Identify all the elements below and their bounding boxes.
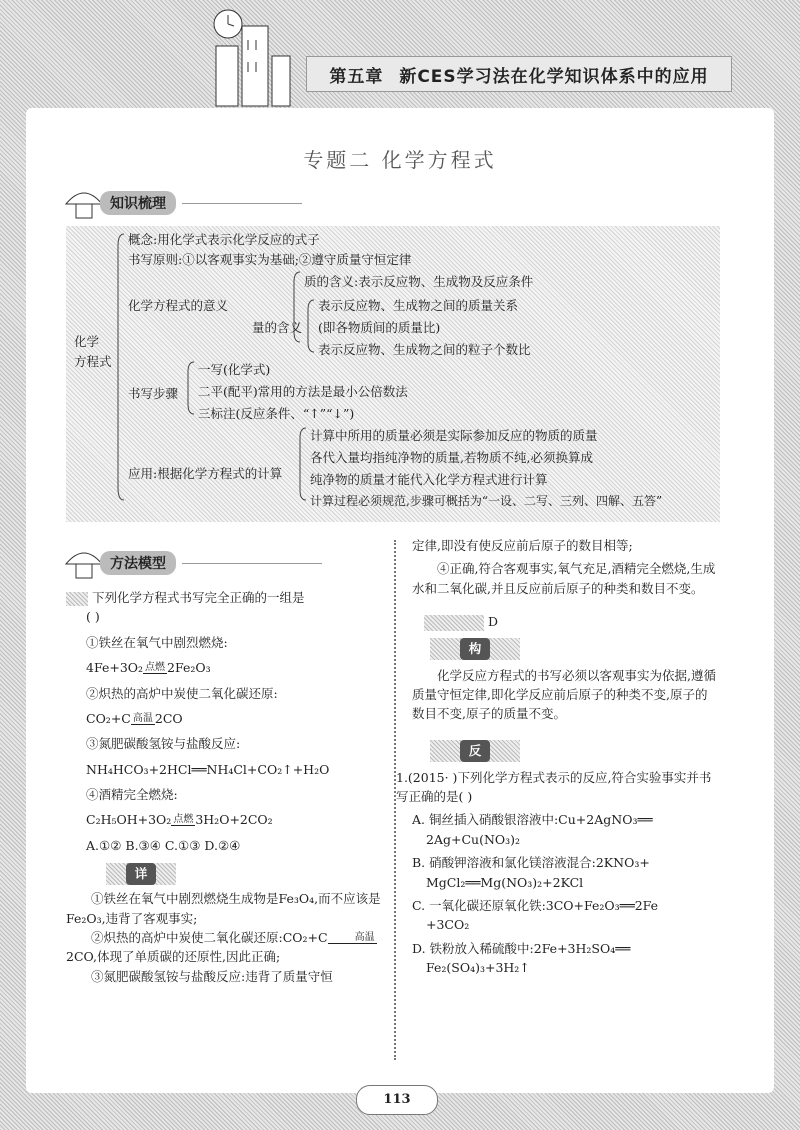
tree-q3: 表示反应物、生成物之间的粒子个数比	[318, 342, 531, 357]
answer-value: D	[487, 614, 499, 630]
reflect-badge: 反	[460, 740, 490, 762]
tree-principle: 书写原则:①以客观事实为基础;②遵守质量守恒定律	[128, 252, 412, 267]
tree-s1: 一写(化学式)	[198, 362, 271, 377]
tree-meaning-quality: 质的含义:表示反应物、生成物及反应条件	[304, 274, 534, 289]
tree-a2: 各代入量均指纯净物的质量,若物质不纯,必须换算成	[310, 450, 593, 465]
equation-3: NH₄HCO₃+2HCl══NH₄Cl+CO₂↑+H₂O	[86, 761, 330, 777]
chapter-title: 新CES学习法在化学知识体系中的应用	[399, 66, 709, 87]
equation-2: CO₂+C 高温 2CO	[86, 710, 183, 726]
practice-question: 1.(2015· )下列化学方程式表示的反应,符合实验事实并书写正确的是( )	[396, 769, 712, 804]
right-detail-1: 定律,即没有使反应前后原子的数目相等;	[412, 538, 633, 553]
answer-line	[424, 612, 716, 631]
practice-option-b1: B. 硝酸钾溶液和氯化镁溶液混合:2KNO₃+	[412, 855, 650, 871]
knowledge-tag	[62, 186, 302, 220]
build-text: 化学反应方程式的书写必须以客观事实为依据,遵循质量守恒定律,即化学反应前后原子的种类不变,原子的数目不变,原子的质量不变。	[412, 667, 716, 722]
method-tag-label: 方法模型	[100, 551, 176, 575]
question-paren: ( )	[86, 609, 100, 625]
practice-option-a1: A. 铜丝插入硝酸银溶液中:Cu+2AgNO₃══	[412, 812, 653, 828]
equation-1: 4Fe+3O₂ 点燃 2Fe₂O₃	[86, 660, 211, 676]
option-4: ④酒精完全燃烧:	[86, 787, 178, 802]
chapter-number: 第五章	[329, 66, 384, 87]
tree-a4: 计算过程必须规范,步骤可概括为“一设、二写、三列、四解、五答”	[310, 494, 663, 508]
answer-marker	[424, 615, 484, 631]
tree-meaning-quantity: 量的含义	[252, 320, 303, 335]
tree-steps: 书写步骤	[128, 386, 179, 401]
tree-s2: 二平(配平)常用的方法是最小公倍数法	[198, 384, 408, 399]
practice-option-d1: D. 铁粉放入稀硫酸中:2Fe+3H₂SO₄══	[412, 940, 631, 956]
tree-s3: 三标注(反应条件、“↑”“↓”)	[198, 406, 355, 421]
detail-3: ③氮肥碳酸氢铵与盐酸反应:违背了质量守恒	[91, 968, 333, 984]
detail-badge: 详	[126, 863, 156, 885]
detail-2: ②炽热的高炉中炭使二氧化碳还原:CO₂+C 高温 2CO,体现了单质碳的还原性,因此正确;	[66, 929, 375, 965]
practice-option-b2: MgCl₂══Mg(NO₃)₂+2KCl	[426, 874, 584, 890]
right-column	[396, 536, 716, 977]
knowledge-tree	[66, 226, 720, 522]
knowledge-tag-label: 知识梳理	[100, 191, 176, 215]
tree-a3: 纯净物的质量才能代入化学方程式进行计算	[310, 472, 548, 487]
equation-4: C₂H₅OH+3O₂ 点燃 3H₂O+2CO₂	[86, 812, 273, 828]
tree-root: 化学 方程式	[74, 334, 112, 369]
option-1: ①铁丝在氧气中剧烈燃烧:	[86, 634, 228, 650]
practice-option-c2: +3CO₂	[426, 917, 470, 933]
reflect-label	[430, 740, 716, 762]
page-number: 113	[356, 1085, 438, 1115]
tree-meaning: 化学方程式的意义	[128, 298, 229, 313]
tag-divider	[182, 563, 322, 564]
tree-apply: 应用:根据化学方程式的计算	[128, 466, 283, 481]
tree-concept: 概念:用化学式表示化学反应的式子	[128, 232, 320, 247]
practice-option-c1: C. 一氧化碳还原氧化铁:3CO+Fe₂O₃══2Fe	[412, 897, 659, 913]
tree-q1: 表示反应物、生成物之间的质量关系	[318, 298, 519, 313]
detail-1: ①铁丝在氧气中剧烈燃烧生成物是Fe₃O₄,而不应该是Fe₂O₃,违背了客观事实;	[66, 891, 381, 926]
choices: A.①② B.③④ C.①③ D.②④	[86, 837, 241, 853]
right-detail-2: ④正确,符合客观事实,氧气充足,酒精完全燃烧,生成水和二氧化碳,并且反应前后原子的种类和数目不变。	[412, 561, 716, 596]
option-2: ②炽热的高炉中炭使二氧化碳还原:	[86, 685, 278, 701]
tag-divider	[182, 203, 302, 204]
chapter-header	[306, 56, 732, 92]
tree-q2: (即各物质间的质量比)	[318, 320, 441, 335]
tree-a1: 计算中所用的质量必须是实际参加反应的物质的质量	[310, 428, 598, 443]
detail-label	[106, 863, 384, 885]
method-tag	[62, 546, 322, 580]
left-column	[66, 588, 384, 986]
build-badge: 构	[460, 638, 490, 660]
clock-building-illustration	[196, 6, 306, 110]
practice-option-a2: 2Ag+Cu(NO₃)₂	[426, 831, 521, 847]
option-3: ③氮肥碳酸氢铵与盐酸反应:	[86, 736, 241, 752]
example-marker	[66, 592, 88, 606]
build-label	[430, 638, 716, 660]
practice-option-d2: Fe₂(SO₄)₃+3H₂↑	[426, 960, 530, 975]
section-title: 专题二 化学方程式	[303, 148, 497, 172]
question-intro: 下列化学方程式书写完全正确的一组是	[66, 588, 384, 607]
